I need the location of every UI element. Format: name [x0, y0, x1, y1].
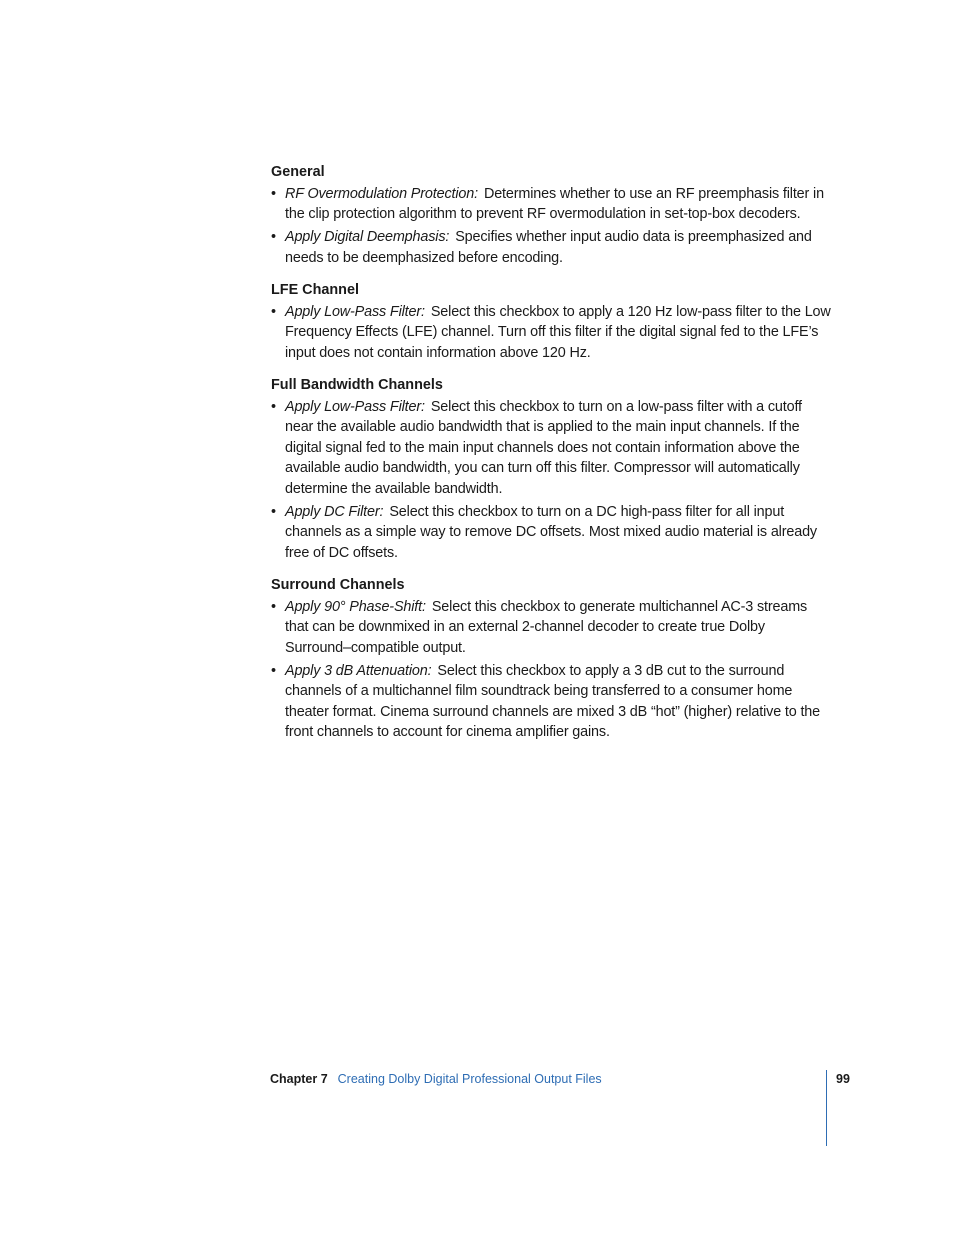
list-item	[271, 502, 831, 564]
page-content	[271, 162, 831, 755]
bullet-icon: •	[271, 503, 276, 520]
item-text: Select this checkbox to turn on a DC high-pass filter for all input channels as a simple way to remove DC offsets. Most mixed audio material is already free of DC offsets.	[285, 503, 817, 561]
item-text: Select this checkbox to turn on a low-pass filter with a cutoff near the available audio bandwidth that is applied to the main input channels. If the digital signal fed to the main input channels does not contain information above the available audio bandwidth, you can turn off this filter. Compressor will automatically determine the available bandwidth.	[285, 398, 802, 497]
section-heading: Surround Channels	[271, 577, 405, 593]
item-text: Determines whether to use an RF preemphasis filter in the clip protection algorithm to prevent RF overmodulation in set-top-box decoders.	[285, 185, 824, 222]
bullet-list	[271, 597, 831, 743]
page-number: 99	[836, 1072, 850, 1086]
section-lfe-channel	[271, 280, 831, 363]
bullet-icon: •	[271, 662, 276, 679]
page-footer	[270, 1072, 602, 1086]
chapter-label: Chapter 7	[270, 1072, 328, 1086]
item-term: Apply Digital Deemphasis:	[285, 229, 450, 245]
bullet-list	[271, 397, 831, 564]
item-term: Apply Low-Pass Filter:	[285, 303, 425, 320]
bullet-list	[271, 184, 831, 269]
section-heading: General	[271, 164, 325, 180]
item-text: Select this checkbox to generate multichannel AC-3 streams that can be downmixed in an external 2-channel decoder to create true Dolby Surround–compatible output.	[285, 598, 808, 656]
item-text: Select this checkbox to apply a 3 dB cut to the surround channels of a multichannel film soundtrack being transferred to a consumer home theater format. Cinema surround channels are mixed 3 dB “hot” (higher) relative to the front channels to account for cinema amplifier gains.	[285, 662, 821, 740]
bullet-icon: •	[271, 398, 276, 415]
section-general	[271, 162, 831, 268]
section-heading: LFE Channel	[271, 282, 359, 298]
bullet-icon: •	[271, 598, 276, 615]
item-term: Apply Low-Pass Filter:	[285, 398, 425, 415]
chapter-title-link[interactable]: Creating Dolby Digital Professional Output Files	[337, 1072, 602, 1086]
list-item	[271, 397, 831, 500]
item-text: Specifies whether input audio data is preemphasized and needs to be deemphasized before encoding.	[285, 229, 812, 266]
bullet-icon: •	[271, 185, 276, 202]
bullet-list	[271, 302, 831, 364]
item-term: Apply 3 dB Attenuation:	[285, 662, 432, 679]
section-surround-channels	[271, 575, 831, 743]
section-full-bandwidth-channels	[271, 375, 831, 563]
list-item	[271, 302, 831, 364]
item-term: RF Overmodulation Protection:	[285, 185, 478, 202]
list-item	[271, 597, 831, 659]
bullet-icon: •	[271, 229, 276, 245]
section-heading: Full Bandwidth Channels	[271, 377, 443, 393]
item-term: Apply DC Filter:	[285, 503, 384, 520]
item-term: Apply 90° Phase-Shift:	[285, 598, 426, 615]
footer-divider	[826, 1070, 827, 1146]
list-item	[271, 184, 831, 225]
list-item	[271, 227, 831, 268]
list-item	[271, 661, 831, 743]
bullet-icon: •	[271, 303, 276, 320]
item-text: Select this checkbox to apply a 120 Hz low-pass filter to the Low Frequency Effects (LFE) channel. Turn off this filter if the digital signal fed to the LFE’s input does not contain information above 120 Hz.	[285, 303, 831, 361]
